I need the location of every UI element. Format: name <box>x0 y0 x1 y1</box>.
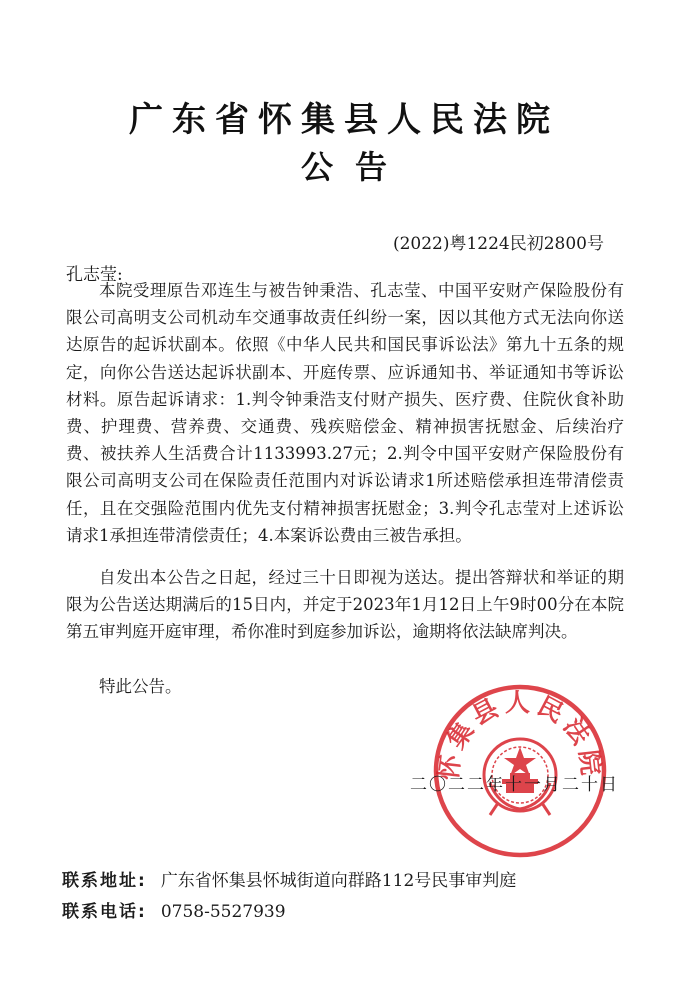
contact-address-value: 广东省怀集县怀城街道向群路112号民事审判庭 <box>160 871 517 891</box>
case-number: (2022)粤1224民初2800号 <box>392 234 604 254</box>
notice-paragraph-2: 自发出本公告之日起，经过三十日即视为送达。提出答辩状和举证的期限为公告送达期满后的15日内，并定于2023年1月12日上午9时00分在本院第五审判庭开庭审理，希你准时到庭参加诉讼，逾期将依法缺席判决。 <box>66 568 624 642</box>
contact-address <box>62 866 516 891</box>
court-name-heading: 广东省怀集县人民法院 <box>129 100 559 140</box>
contact-phone <box>62 897 286 922</box>
contact-address-label: 联系地址: <box>62 871 147 891</box>
document-type-heading: 公告 <box>300 148 409 186</box>
notice-paragraph-closing: 特此公告。 <box>99 677 182 696</box>
seal-text: 怀集县人民法院 <box>433 688 607 782</box>
notice-paragraph-1: 本院受理原告邓连生与被告钟秉浩、孔志莹、中国平安财产保险股份有限公司高明支公司机动车交通事故责任纠纷一案，因以其他方式无法向你送达原告的起诉状副本。依照《中华人民共和国民事诉讼法》第九十五条的规定，向你公告送达起诉状副本、开庭传票、应诉通知书、举证通知书等诉讼材料。原告起诉请求：1.判令钟秉浩支付财产损失、医疗费、住院伙食补助费、护理费、营养费、交通费、残疾赔偿金、精神损害抚慰金、后续治疗费、被扶养人生活费合计1133993.27元；2.判令中国平安财产保险股份有限公司高明支公司在保险责任范围内对诉讼请求1所述赔偿承担连带清偿责任，且在交强险范围内优先支付精神损害抚慰金；3.判令孔志莹对上述诉讼请求1承担连带清偿责任；4.本案诉讼费由三被告承担。 <box>66 281 624 545</box>
contact-phone-value: 0758-5527939 <box>160 902 286 922</box>
addressee: 孔志莹: <box>66 265 123 285</box>
contact-phone-label: 联系电话: <box>62 902 147 922</box>
issue-date: 二〇二二年十一月二十日 <box>410 775 619 795</box>
